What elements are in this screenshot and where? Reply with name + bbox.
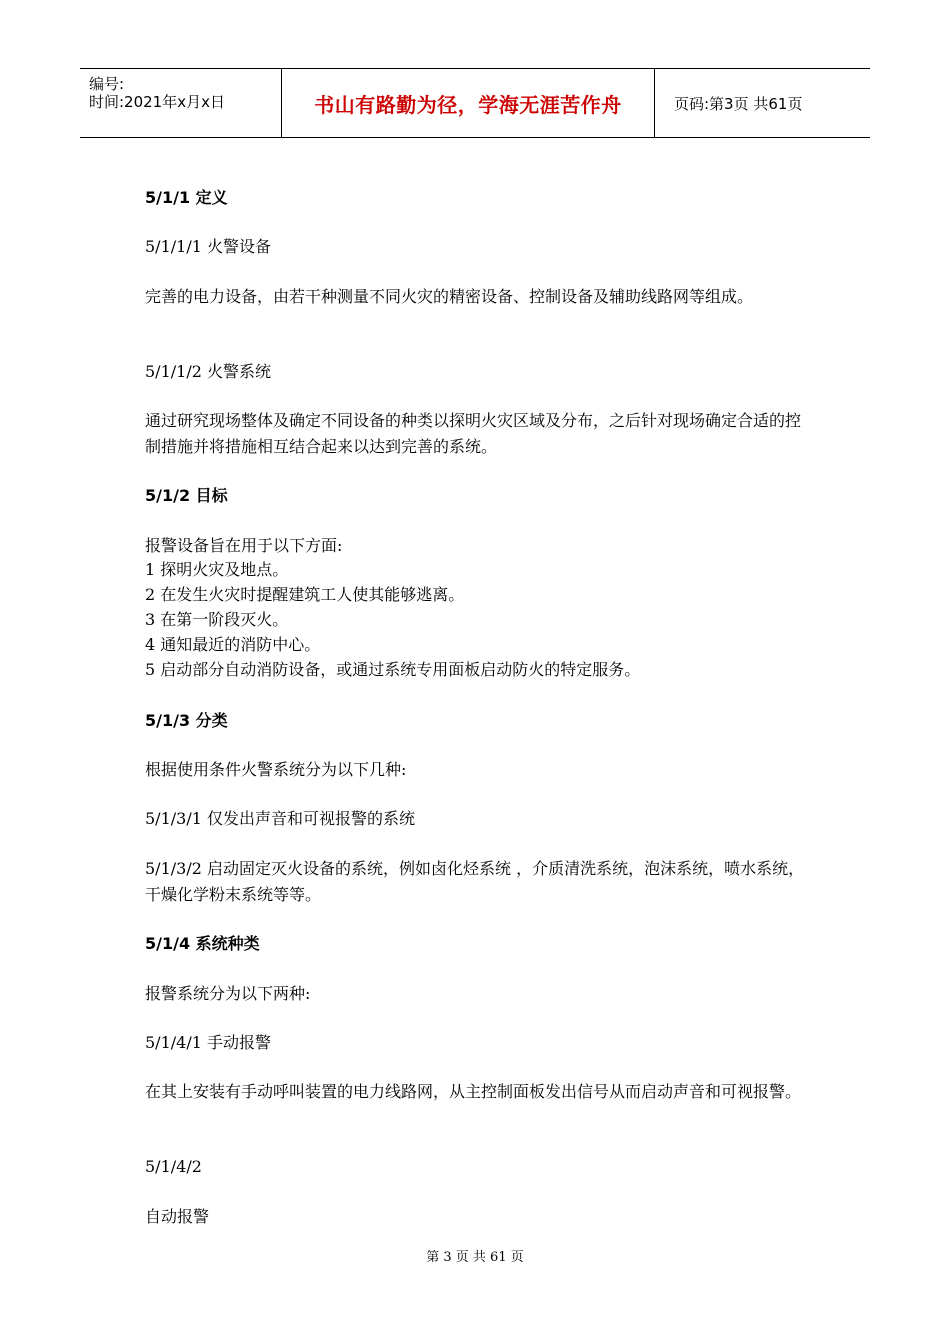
- paragraph-fire-equipment: 完善的电力设备，由若干种测量不同火灾的精密设备、控制设备及辅助线路网等组成。: [145, 287, 754, 306]
- list-item: 3 在第一阶段灭火。: [145, 610, 289, 629]
- paragraph-manual-alarm: 在其上安装有手动呼叫装置的电力线路网，从主控制面板发出信号从而启动声音和可视报警。: [145, 1082, 802, 1101]
- section-heading-classification: 5/1/3 分类: [145, 711, 228, 730]
- subsection-title-5-1-4-2: 5/1/4/2: [145, 1157, 202, 1176]
- list-item: 1 探明火灾及地点。: [145, 560, 289, 579]
- section-heading-definition: 5/1/1 定义: [145, 188, 228, 207]
- paragraph-fire-system: 通过研究现场整体及确定不同设备的种类以探明火灾区域及分布，之后针对现场确定合适的控制措施并将措施相互结合起来以达到完善的系统。: [145, 411, 802, 456]
- number-label: 编号:: [89, 75, 125, 93]
- list-item: 2 在发生火灾时提醒建筑工人使其能够逃离。: [145, 585, 465, 604]
- list-item: 5 启动部分自动消防设备，或通过系统专用面板启动防火的特定服务。: [145, 660, 641, 679]
- paragraph-goal-intro: 报警设备旨在用于以下方面:: [145, 536, 343, 555]
- list-item: 4 通知最近的消防中心。: [145, 635, 321, 654]
- page-footer: 第 3 页 共 61 页: [426, 1250, 524, 1265]
- page-info-text: 页码:第3页 共61页: [674, 94, 803, 113]
- section-heading-goal: 5/1/2 目标: [145, 486, 228, 505]
- header-motto: 书山有路勤为径，学海无涯苦作舟: [281, 69, 655, 137]
- header-page-info: [664, 69, 870, 137]
- time-label: 时间:2021年x月x日: [89, 93, 225, 111]
- subsection-title-audio-visual: 5/1/3/1 仅发出声音和可视报警的系统: [145, 809, 415, 828]
- header-meta: [80, 69, 281, 137]
- paragraph-classification-intro: 根据使用条件火警系统分为以下几种:: [145, 760, 407, 779]
- subsection-title-manual-alarm: 5/1/4/1 手动报警: [145, 1033, 271, 1052]
- paragraph-extinguishing-systems: 5/1/3/2 启动固定灭火设备的系统，例如卤化烃系统 ，介质清洗系统，泡沫系统，喷水系统，干燥化学粉末系统等等。: [145, 859, 805, 904]
- paragraph-automatic-alarm: 自动报警: [145, 1207, 210, 1226]
- section-heading-system-types: 5/1/4 系统种类: [145, 934, 260, 953]
- subsection-title-fire-equipment: 5/1/1/1 火警设备: [145, 237, 271, 256]
- document-header: [80, 68, 870, 138]
- paragraph-system-types-intro: 报警系统分为以下两种:: [145, 984, 311, 1003]
- subsection-title-fire-system: 5/1/1/2 火警系统: [145, 362, 271, 381]
